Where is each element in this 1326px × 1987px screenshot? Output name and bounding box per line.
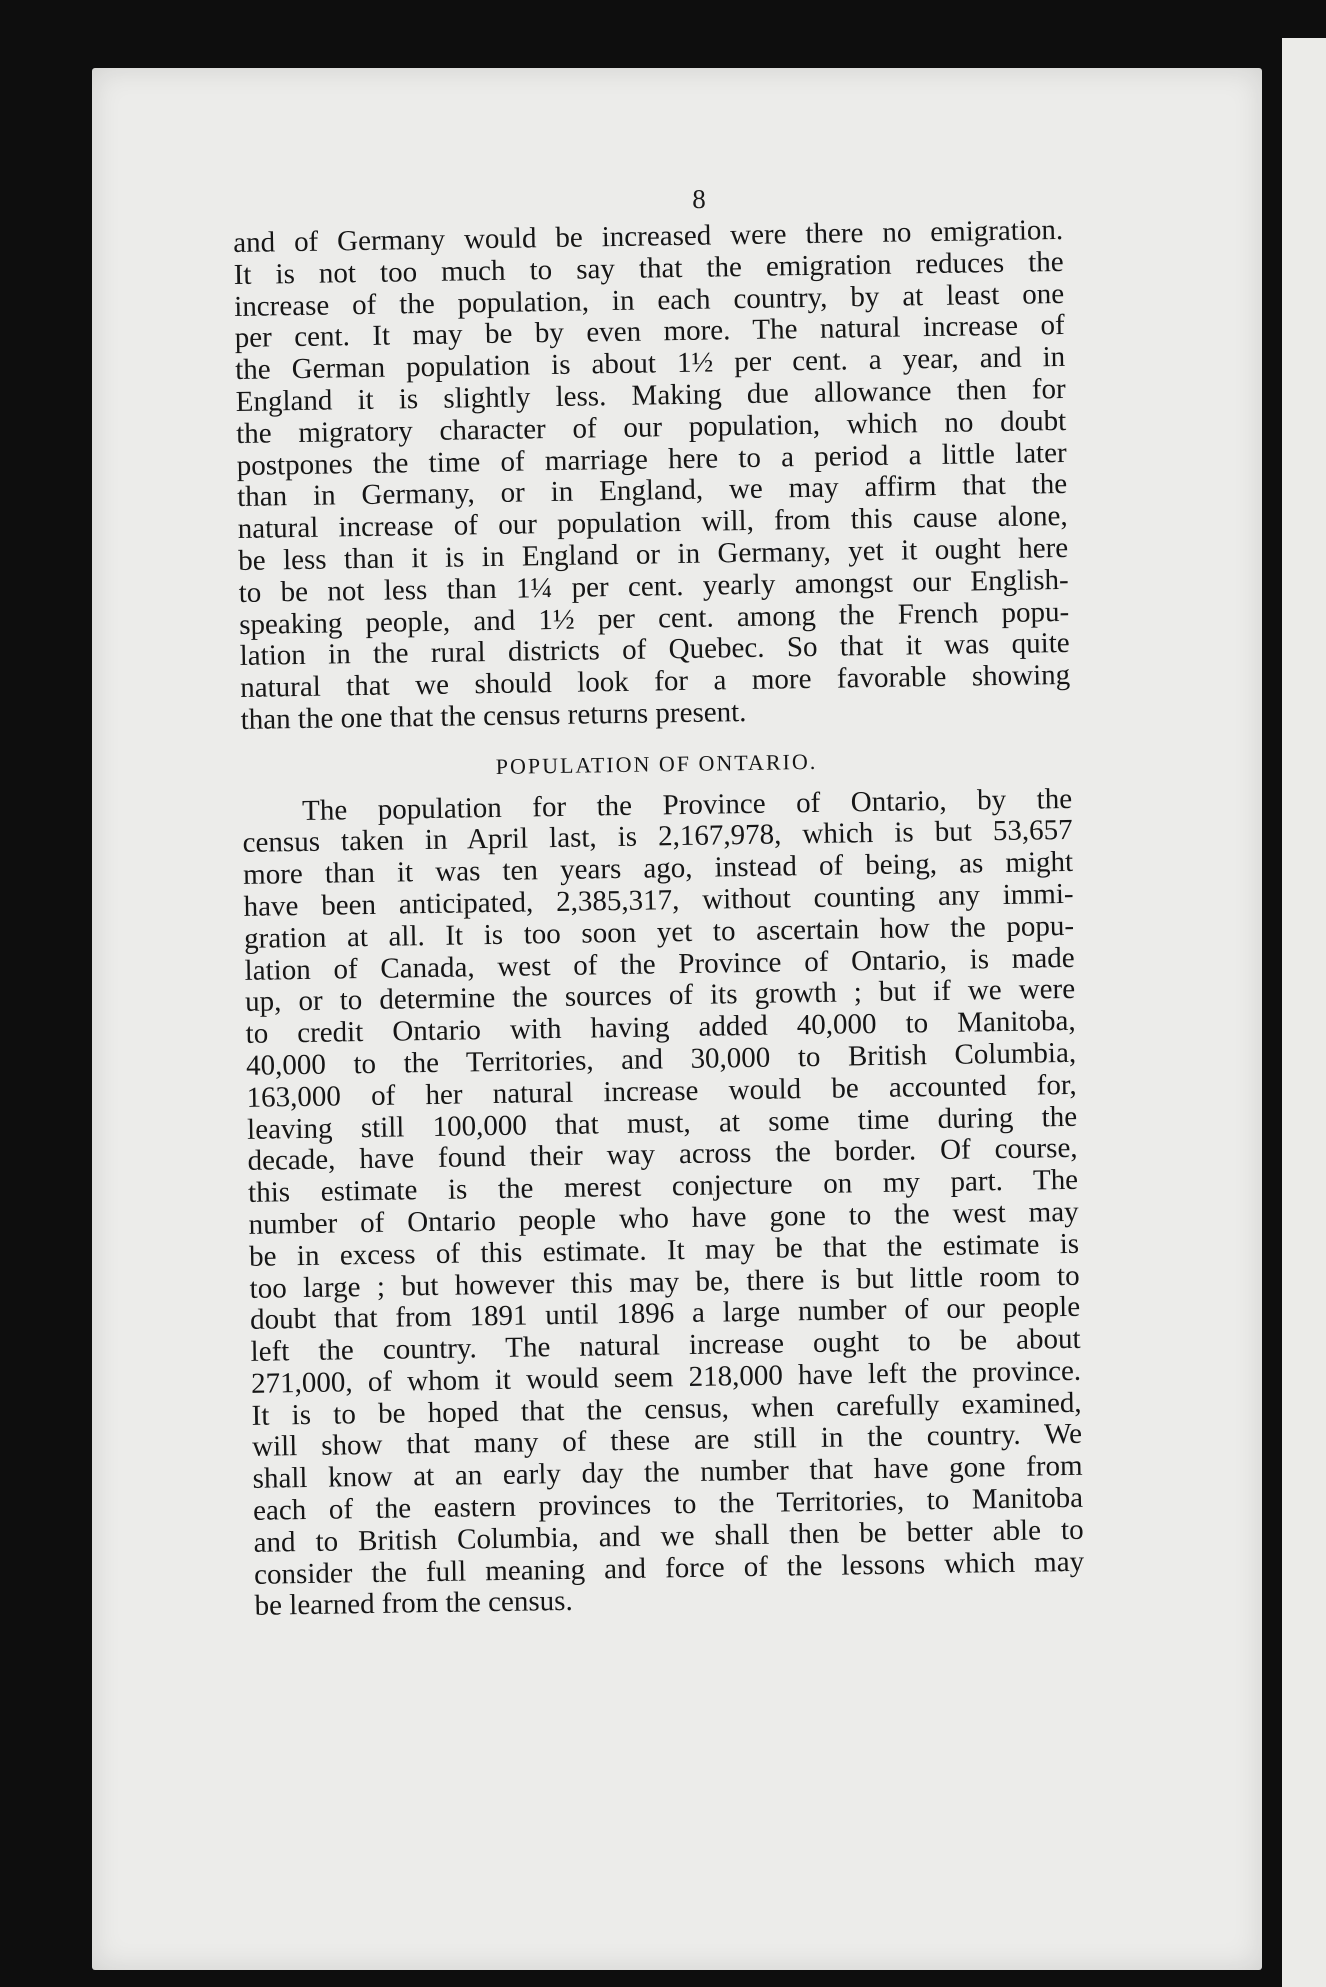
section-heading: POPULATION OF ONTARIO. <box>495 748 818 779</box>
text-line: 271,000, of whom it would seem 218,000 have left the province. <box>250 1354 1082 1400</box>
text-line: be in excess of this estimate. It may be that the estimate is <box>248 1227 1080 1273</box>
text-line: England it is slightly less. Making due allowance then for <box>235 372 1066 418</box>
paragraph-population-ontario <box>242 783 1085 1623</box>
text-line: and of Germany would be increased were there no emigration. <box>232 213 1064 259</box>
text-line: be less than it is in England or in Germany, yet it ought here <box>237 531 1069 577</box>
text-line: shall know at an early day the number that have gone from <box>252 1450 1083 1496</box>
text-line: natural that we should look for a more favorable showing <box>239 659 1071 705</box>
text-line: The population for the Province of Ontario, by the <box>301 782 1073 827</box>
text-line: be learned from the census. <box>254 1585 573 1623</box>
text-line: speaking people, and 1½ per cent. among the French popu- <box>238 595 1070 641</box>
text-line: It is to be hoped that the census, when carefully examined, <box>251 1386 1082 1432</box>
text-line: the migratory character of our population, which no doubt <box>235 404 1067 450</box>
paragraph-emigration <box>233 215 1071 737</box>
text-line: up, or to determine the sources of its growth ; but if we were <box>244 973 1076 1019</box>
text-line: It is not too much to say that the emigration reduces the <box>233 245 1064 291</box>
text-line: leaving still 100,000 that must, at some time during the <box>246 1100 1078 1146</box>
text-line: 40,000 to the Territories, and 30,000 to British Columbia, <box>245 1036 1077 1082</box>
text-line: 163,000 of her natural increase would be accounted for, <box>246 1068 1077 1114</box>
text-line: natural increase of our population will, from this cause alone, <box>237 500 1068 546</box>
text-line: to credit Ontario with having added 40,000 to Manitoba, <box>245 1004 1076 1051</box>
text-line: postpones the time of marriage here to a period a little later <box>236 436 1067 482</box>
text-line: than the one that the census returns present. <box>240 695 747 736</box>
text-line: will show that many of these are still in the country. We <box>251 1418 1083 1464</box>
text-line: doubt that from 1891 until 1896 a large number of our people <box>249 1291 1081 1337</box>
text-line: census taken in April last, is 2,167,978, which is but 53,657 <box>242 814 1073 860</box>
text-line: number of Ontario people who have gone to the west may <box>248 1195 1079 1241</box>
text-line: per cent. It may be by even more. The natural increase of <box>234 309 1065 355</box>
text-line: to be not less than 1¼ per cent. yearly amongst our English- <box>238 563 1069 609</box>
text-line: lation of Canada, west of the Province of Ontario, is made <box>244 941 1075 987</box>
text-line: gration at all. It is too soon yet to ascertain how the popu- <box>243 909 1075 955</box>
text-line: decade, have found their way across the border. Of course, <box>247 1132 1078 1178</box>
text-line: too large ; but however this may be, there is but little room to <box>249 1259 1080 1305</box>
text-line: and to British Columbia, and we shall then be better able to <box>253 1513 1084 1559</box>
text-line: lation in the rural districts of Quebec. So that it was quite <box>239 627 1070 673</box>
page-number: 8 <box>692 184 706 214</box>
text-line: have been anticipated, 2,385,317, without counting any immi- <box>243 877 1074 923</box>
text-line: the German population is about 1½ per cent. a year, and in <box>234 341 1066 387</box>
body-text <box>233 215 1085 1623</box>
text-line: than in Germany, or in England, we may affirm that the <box>236 468 1068 514</box>
text-line: increase of the population, in each country, by at least one <box>233 277 1065 323</box>
text-line: left the country. The natural increase ought to be about <box>250 1322 1081 1368</box>
text-line: consider the full meaning and force of the lessons which may <box>253 1545 1085 1591</box>
text-line: this estimate is the merest conjecture on my part. The <box>247 1163 1079 1209</box>
adjacent-page-edge <box>1282 38 1326 1987</box>
text-line: each of the eastern provinces to the Territories, to Manitoba <box>252 1481 1084 1527</box>
text-line: more than it was ten years ago, instead of being, as might <box>242 846 1074 892</box>
